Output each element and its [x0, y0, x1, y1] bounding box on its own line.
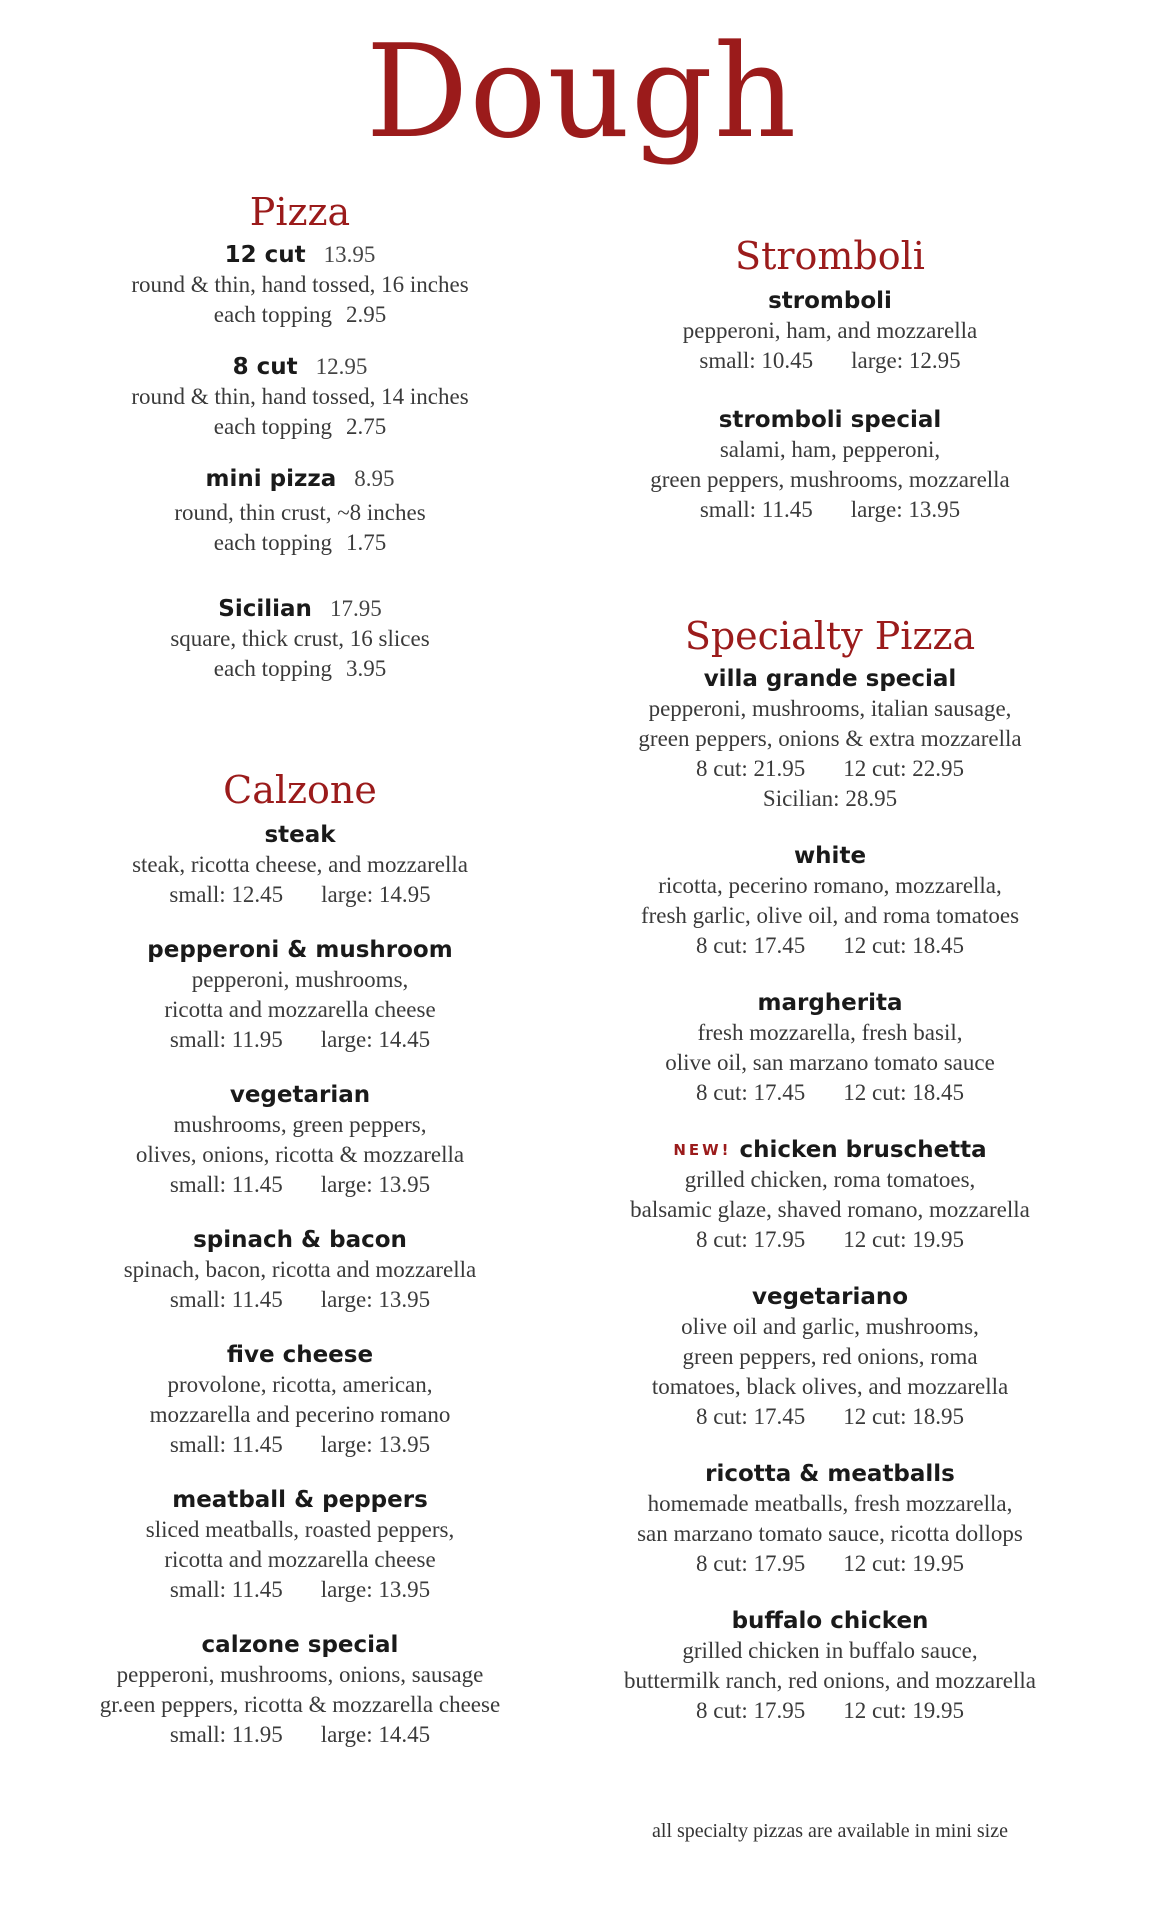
item-description: olives, onions, ricotta & mozzarella: [135, 1142, 465, 1167]
item-price: 12.95: [315, 354, 368, 379]
menu-item-five-cheese: [40, 1340, 560, 1460]
item-price: 13.95: [323, 242, 376, 267]
menu-item-villa-grande-special: [570, 664, 1090, 814]
section-title-specialty-pizza: Specialty Pizza: [684, 614, 976, 658]
large-price: large: 14.45: [320, 1722, 431, 1747]
size-prices: [570, 1696, 1090, 1726]
menu-item-stromboli: [570, 286, 1090, 376]
size-prices: [570, 754, 1090, 784]
item-description: round, thin crust, ~8 inches: [174, 500, 426, 525]
size-prices: [40, 1720, 560, 1750]
item-description: tomatoes, black olives, and mozzarella: [651, 1374, 1009, 1399]
item-description: ricotta, pecerino romano, mozzarella,: [658, 873, 1002, 898]
item-name: vegetariano: [751, 1284, 909, 1310]
topping-price: 1.75: [345, 530, 387, 555]
small-price: small: 11.95: [169, 1722, 283, 1747]
large-price: large: 13.95: [320, 1287, 431, 1312]
menu-item-meatball-peppers: [40, 1485, 560, 1605]
menu-item-white: [570, 841, 1090, 961]
menu-item-8-cut: [40, 352, 560, 442]
size-prices: [570, 346, 1090, 376]
menu-item-vegetarian: [40, 1080, 560, 1200]
large-price: large: 13.95: [850, 497, 961, 522]
item-description: sliced meatballs, roasted peppers,: [145, 1517, 455, 1542]
item-name: buffalo chicken: [731, 1608, 929, 1634]
size-prices: [40, 1170, 560, 1200]
item-description: green peppers, red onions, roma: [682, 1344, 978, 1369]
item-description: pepperoni, ham, and mozzarella: [682, 318, 978, 343]
item-description: san marzano tomato sauce, ricotta dollops: [637, 1521, 1023, 1546]
small-price: small: 11.45: [699, 497, 813, 522]
item-price: 8.95: [354, 466, 395, 491]
size-prices: [570, 495, 1090, 525]
item-name: chicken bruschetta: [739, 1137, 987, 1163]
section-title-calzone: Calzone: [223, 768, 377, 812]
item-name: villa grande special: [703, 666, 957, 692]
item-name: margherita: [757, 990, 903, 1016]
item-description: grilled chicken, roma tomatoes,: [684, 1167, 976, 1192]
item-description: round & thin, hand tossed, 16 inches: [131, 272, 469, 297]
size-prices: [570, 1402, 1090, 1432]
item-name: spinach & bacon: [193, 1227, 407, 1253]
topping-label: each topping: [213, 656, 332, 681]
12-cut-price: 12 cut: 19.95: [843, 1227, 964, 1252]
item-name: stromboli: [768, 288, 892, 314]
menu-item-margherita: [570, 988, 1090, 1108]
pizza-section: [40, 190, 560, 712]
item-name: steak: [264, 822, 336, 848]
menu-item-ricotta-meatballs: [570, 1459, 1090, 1579]
section-title-pizza: Pizza: [249, 190, 351, 234]
small-price: small: 11.45: [169, 1577, 283, 1602]
menu-item-sicilian: [40, 594, 560, 684]
item-description: balsamic glaze, shaved romano, mozzarella: [630, 1197, 1030, 1222]
size-prices: [40, 1025, 560, 1055]
menu-item-spinach-bacon: [40, 1225, 560, 1315]
item-description: pepperoni, mushrooms,: [191, 967, 409, 992]
item-description: green peppers, mushrooms, mozzarella: [650, 467, 1010, 492]
topping-label: each topping: [213, 414, 332, 439]
size-prices: [40, 880, 560, 910]
item-name: ricotta & meatballs: [705, 1461, 955, 1487]
item-description: olive oil and garlic, mushrooms,: [681, 1314, 979, 1339]
item-name: mini pizza: [205, 466, 337, 492]
8-cut-price: 8 cut: 17.45: [696, 1404, 806, 1429]
12-cut-price: 12 cut: 22.95: [843, 756, 964, 781]
8-cut-price: 8 cut: 17.45: [696, 1080, 806, 1105]
topping-price-line: [40, 412, 560, 442]
menu-item-steak: [40, 820, 560, 910]
item-description: pepperoni, mushrooms, italian sausage,: [648, 696, 1012, 721]
small-price: small: 11.45: [169, 1287, 283, 1312]
item-description: fresh garlic, olive oil, and roma tomatoes: [640, 903, 1020, 928]
topping-label: each topping: [213, 530, 332, 555]
size-prices: [570, 931, 1090, 961]
12-cut-price: 12 cut: 18.45: [843, 1080, 964, 1105]
restaurant-name: Dough: [365, 18, 798, 167]
item-description: spinach, bacon, ricotta and mozzarella: [123, 1257, 477, 1282]
12-cut-price: 12 cut: 18.95: [843, 1404, 964, 1429]
item-name: vegetarian: [229, 1082, 371, 1108]
size-prices: [570, 1078, 1090, 1108]
menu-item-calzone-special: [40, 1630, 560, 1750]
item-description: round & thin, hand tossed, 14 inches: [131, 384, 469, 409]
item-name: 8 cut: [232, 354, 298, 380]
large-price: large: 12.95: [851, 348, 961, 373]
item-description: olive oil, san marzano tomato sauce: [665, 1050, 995, 1075]
menu-item-pepperoni-mushroom: [40, 935, 560, 1055]
calzone-section: [40, 768, 560, 1778]
new-badge: NEW!: [673, 1141, 732, 1159]
item-description: homemade meatballs, fresh mozzarella,: [647, 1491, 1013, 1516]
stromboli-section: [570, 234, 1090, 553]
size-prices: [40, 1430, 560, 1460]
item-description: ricotta and mozzarella cheese: [164, 1547, 436, 1572]
topping-price-line: [40, 528, 560, 558]
topping-price: 2.95: [345, 302, 387, 327]
item-name: Sicilian: [218, 596, 312, 622]
item-description: provolone, ricotta, american,: [167, 1372, 433, 1397]
menu-item-stromboli-special: [570, 405, 1090, 525]
item-name: calzone special: [201, 1632, 399, 1658]
8-cut-price: 8 cut: 21.95: [696, 756, 806, 781]
8-cut-price: 8 cut: 17.95: [696, 1227, 806, 1252]
section-title-stromboli: Stromboli: [735, 234, 925, 278]
12-cut-price: 12 cut: 18.45: [843, 933, 964, 958]
large-price: large: 13.95: [320, 1432, 431, 1457]
large-price: large: 14.95: [321, 882, 431, 907]
topping-price-line: [40, 654, 560, 684]
item-description: ricotta and mozzarella cheese: [164, 997, 436, 1022]
topping-price-line: [40, 300, 560, 330]
specialty-footnote: all specialty pizzas are available in mini size: [652, 1820, 1008, 1842]
item-description: green peppers, onions & extra mozzarella: [638, 726, 1022, 751]
large-price: large: 14.45: [320, 1027, 431, 1052]
8-cut-price: 8 cut: 17.45: [696, 933, 806, 958]
item-description: buttermilk ranch, red onions, and mozzarella: [624, 1668, 1036, 1693]
small-price: small: 12.45: [169, 882, 284, 907]
item-description: pepperoni, mushrooms, onions, sausage: [116, 1662, 484, 1687]
menu-item-buffalo-chicken: [570, 1606, 1090, 1726]
item-name: white: [793, 843, 867, 869]
sicilian-price: Sicilian: 28.95: [762, 786, 898, 811]
item-description: salami, ham, pepperoni,: [719, 437, 941, 462]
item-name: five cheese: [226, 1342, 374, 1368]
size-prices: [40, 1575, 560, 1605]
8-cut-price: 8 cut: 17.95: [696, 1551, 806, 1576]
item-price: 17.95: [329, 596, 382, 621]
large-price: large: 13.95: [320, 1172, 431, 1197]
large-price: large: 13.95: [320, 1577, 431, 1602]
topping-price: 2.75: [345, 414, 387, 439]
item-description: mozzarella and pecerino romano: [149, 1402, 451, 1427]
small-price: small: 11.95: [169, 1027, 283, 1052]
small-price: small: 11.45: [169, 1172, 283, 1197]
menu-item-vegetariano: [570, 1282, 1090, 1432]
menu-item-mini-pizza: [40, 464, 560, 558]
specialty-pizza-section: [570, 614, 1090, 1754]
item-description: fresh mozzarella, fresh basil,: [697, 1020, 963, 1045]
menu-item-chicken-bruschetta: [570, 1135, 1090, 1255]
item-description: gr.een peppers, ricotta & mozzarella cheese: [99, 1692, 501, 1717]
small-price: small: 10.45: [699, 348, 814, 373]
small-price: small: 11.45: [169, 1432, 283, 1457]
item-description: steak, ricotta cheese, and mozzarella: [132, 852, 468, 877]
item-description: mushrooms, green peppers,: [173, 1112, 427, 1137]
item-name: stromboli special: [718, 407, 942, 433]
item-name: meatball & peppers: [172, 1487, 428, 1513]
12-cut-price: 12 cut: 19.95: [843, 1551, 964, 1576]
size-prices: [570, 1549, 1090, 1579]
item-name: 12 cut: [224, 242, 306, 268]
item-description: square, thick crust, 16 slices: [170, 626, 430, 651]
8-cut-price: 8 cut: 17.95: [696, 1698, 806, 1723]
menu-item-12-cut: [40, 240, 560, 330]
topping-label: each topping: [213, 302, 332, 327]
item-description: grilled chicken in buffalo sauce,: [682, 1638, 978, 1663]
item-name: pepperoni & mushroom: [147, 937, 453, 963]
size-prices: [40, 1285, 560, 1315]
topping-price: 3.95: [345, 656, 387, 681]
size-prices: [570, 1225, 1090, 1255]
12-cut-price: 12 cut: 19.95: [843, 1698, 964, 1723]
